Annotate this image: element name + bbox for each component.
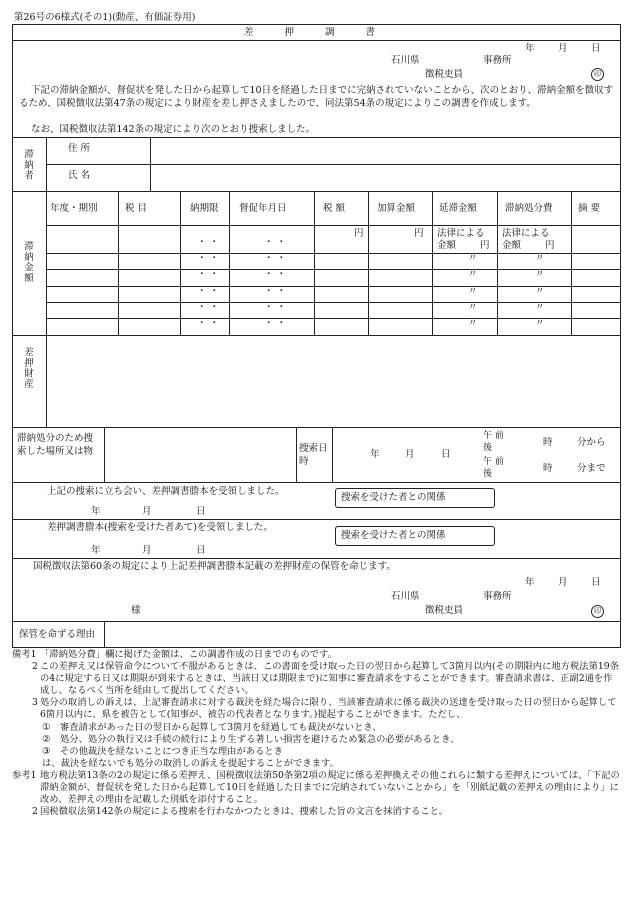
notes-section xyxy=(12,649,620,818)
reminder-date-placeholder: ・ ・ xyxy=(264,318,287,329)
note-label: 3 xyxy=(32,697,38,709)
search-month: 月 xyxy=(405,449,415,460)
until-label: 分まで xyxy=(577,463,606,474)
seized-property-label: 差押財産 xyxy=(22,347,33,389)
issuer-office: 事務所 xyxy=(483,55,512,66)
yen-additional: 円 xyxy=(414,228,424,239)
ditto-disposition-cost: 〃 xyxy=(535,318,545,329)
am-pm-start: 午 前後 xyxy=(483,431,504,453)
reminder-date-placeholder: ・ ・ xyxy=(264,253,287,264)
note-label: 2 xyxy=(32,806,38,818)
note-label: ③ xyxy=(42,745,51,757)
due-date-placeholder: ・ ・ xyxy=(197,237,220,248)
note-text: その他裁決を経ないことにつき正当な理由があるとき xyxy=(60,745,283,757)
by-law-cost-amount: 金額 xyxy=(502,240,522,251)
due-date-placeholder: ・ ・ xyxy=(197,318,220,329)
search-datetime-label: 捜索日時 xyxy=(299,443,328,467)
form-id: 第26号の6様式(その1)(動産、有価証券用) xyxy=(14,12,196,23)
relation-label-2: 捜索を受けた者との関係 xyxy=(341,530,446,541)
issuer-prefecture: 石川県 xyxy=(391,55,420,66)
custody-month: 月 xyxy=(558,577,568,588)
note-text: は、裁決を経ないでも処分の取消しの訴えを提起することができます。 xyxy=(42,757,339,769)
reminder-date-placeholder: ・ ・ xyxy=(264,237,287,248)
copy-received-statement: 差押調書謄本(捜索を受けた者あて)を受領しました。 xyxy=(47,522,273,533)
yen-cost: 円 xyxy=(545,240,555,251)
search-day: 日 xyxy=(441,449,451,460)
header-remarks: 摘 要 xyxy=(578,203,601,214)
search-statement: なお、国税徴収法第142条の規定により次のとおり捜索しました。 xyxy=(31,124,316,135)
due-date-placeholder: ・ ・ xyxy=(197,269,220,280)
note-text: 処分、処分の執行又は手続の続行により生ずる著しい損害を避けるため緊急の必要があるとき、 xyxy=(60,733,460,745)
ditto-late-fee: 〃 xyxy=(468,318,478,329)
name-label: 氏 名 xyxy=(68,170,91,181)
custody-office: 事務所 xyxy=(483,591,512,602)
by-law-cost: 法律による xyxy=(502,228,550,239)
ditto-disposition-cost: 〃 xyxy=(535,269,545,280)
note-text: この差押え又は保管命令について不服があるときは、この書面を受け取った日の翌日から起算して3箇月以内(その期限内に地方税法第19条の4に規定する日又は期限が到来するときは、当該日又は期限まで)に知事に審査請求をすることができます。審査請求書は、正副2通を作成し、なるべく当所を経由して提出してください。 xyxy=(40,661,619,697)
hour-end: 時 xyxy=(543,463,553,474)
ditto-disposition-cost: 〃 xyxy=(535,302,545,313)
search-year: 年 xyxy=(370,449,380,460)
note-label: 2 xyxy=(32,661,38,673)
yen-late: 円 xyxy=(480,240,490,251)
due-date-placeholder: ・ ・ xyxy=(197,253,220,264)
ditto-late-fee: 〃 xyxy=(468,302,478,313)
header-reminder-date: 督促年月日 xyxy=(239,203,287,214)
witness-statement: 上記の捜索に立ち会い、差押調書謄本を受領しました。 xyxy=(47,486,285,497)
hour-start: 時 xyxy=(543,437,553,448)
custody-year: 年 xyxy=(525,577,535,588)
header-tax-amount: 税 額 xyxy=(323,203,346,214)
copy-month: 月 xyxy=(142,545,152,556)
header-tax-item: 税 目 xyxy=(125,203,148,214)
date-month: 月 xyxy=(558,43,568,54)
search-place-label: 滞納処分のため捜索した場所又は物 xyxy=(17,433,94,457)
copy-day: 日 xyxy=(196,545,206,556)
note-text: 「滞納処分費」欄に掲げた金額は、この調書作成の日までのものです。 xyxy=(40,649,337,660)
custody-seal-mark: 印 xyxy=(591,605,604,618)
note-text: 処分の取消しの訴えは、上記審査請求に対する裁決を経た場合に限り、当該審査請求に係る裁決の送達を受け取った日の翌日から起算して6箇月以内に、県を被告として(知事が、被告の代表者となります。)提起することができます。ただし、 xyxy=(40,697,617,721)
am-pm-end: 午 前後 xyxy=(483,457,504,479)
amount-label: 滞納金額 xyxy=(22,241,33,283)
note-text: 国税徴収法第142条の規定による捜索を行わなかつたときは、捜索した旨の文言を抹消すること。 xyxy=(40,806,449,818)
custody-order-text: 国税徴収法第60条の規定により上記差押調書謄本記載の差押財産の保管を命じます。 xyxy=(33,561,396,572)
ditto-late-fee: 〃 xyxy=(468,286,478,297)
copy-year: 年 xyxy=(91,545,101,556)
header-disposition-cost: 滞納処分費 xyxy=(505,203,553,214)
witness-month: 月 xyxy=(142,506,152,517)
form-title: 差 押 調 書 xyxy=(243,27,390,38)
custody-reason-label: 保管を命ずる理由 xyxy=(19,629,96,640)
reminder-date-placeholder: ・ ・ xyxy=(264,302,287,313)
note-label: 備考1 xyxy=(12,649,37,660)
honorific-sama: 様 xyxy=(131,605,141,616)
witness-year: 年 xyxy=(91,506,101,517)
ditto-late-fee: 〃 xyxy=(468,269,478,280)
header-fiscal-period: 年度・期別 xyxy=(50,203,98,214)
due-date-placeholder: ・ ・ xyxy=(197,286,220,297)
taxpayer-label: 滞納者 xyxy=(22,149,33,181)
seal-mark: 印 xyxy=(591,68,604,81)
relation-label-1: 捜索を受けた者との関係 xyxy=(341,492,446,503)
yen-tax: 円 xyxy=(354,228,364,239)
note-label: ① xyxy=(42,721,51,733)
reminder-date-placeholder: ・ ・ xyxy=(264,286,287,297)
note-label: 参考1 xyxy=(12,769,37,781)
seizure-record-form xyxy=(12,24,621,648)
date-day: 日 xyxy=(591,43,601,54)
by-law-late: 法律による xyxy=(437,228,485,239)
note-label: ② xyxy=(42,733,51,745)
witness-day: 日 xyxy=(196,506,206,517)
ditto-disposition-cost: 〃 xyxy=(535,286,545,297)
custody-official: 徴税吏員 xyxy=(425,605,464,616)
issuer-official: 徴税吏員 xyxy=(425,69,464,80)
from-label: 分から xyxy=(577,437,606,448)
ditto-disposition-cost: 〃 xyxy=(535,253,545,264)
header-due-date: 納期限 xyxy=(190,203,219,214)
date-year: 年 xyxy=(525,43,535,54)
due-date-placeholder: ・ ・ xyxy=(197,302,220,313)
address-label: 住 所 xyxy=(68,143,91,154)
intro-paragraph: 下記の滞納金額が、督促状を発した日から起算して10日を経過した日までに完納されていないことから、次のとおり、滞納金額を徴収するため、国税徴収法第47条の規定により財産を差し押さえましたので、同法第54条の規定によりこの調書を作成します。 xyxy=(19,85,614,109)
header-additional: 加算金額 xyxy=(377,203,416,214)
reminder-date-placeholder: ・ ・ xyxy=(264,269,287,280)
note-text: 審査請求があった日の翌日から起算して3箇月を経過しても裁決がないとき、 xyxy=(60,721,382,733)
custody-prefecture: 石川県 xyxy=(391,591,420,602)
by-law-late-amount: 金額 xyxy=(437,240,457,251)
ditto-late-fee: 〃 xyxy=(468,253,478,264)
note-text: 地方税法第13条の2の規定に係る差押え、国税徴収法第50条第2項の規定に係る差押換えその他これらに類する差押えについては、「下記の滞納金額が、督促状を発した日から起算して10日を経過した日までに完納されていないことから」を「別紙記載の差押えの理由により」に改め、差押えの理由を記載した別紙を添付すること。 xyxy=(40,769,620,806)
header-late-fee: 延滞金額 xyxy=(439,203,478,214)
custody-day: 日 xyxy=(591,577,601,588)
